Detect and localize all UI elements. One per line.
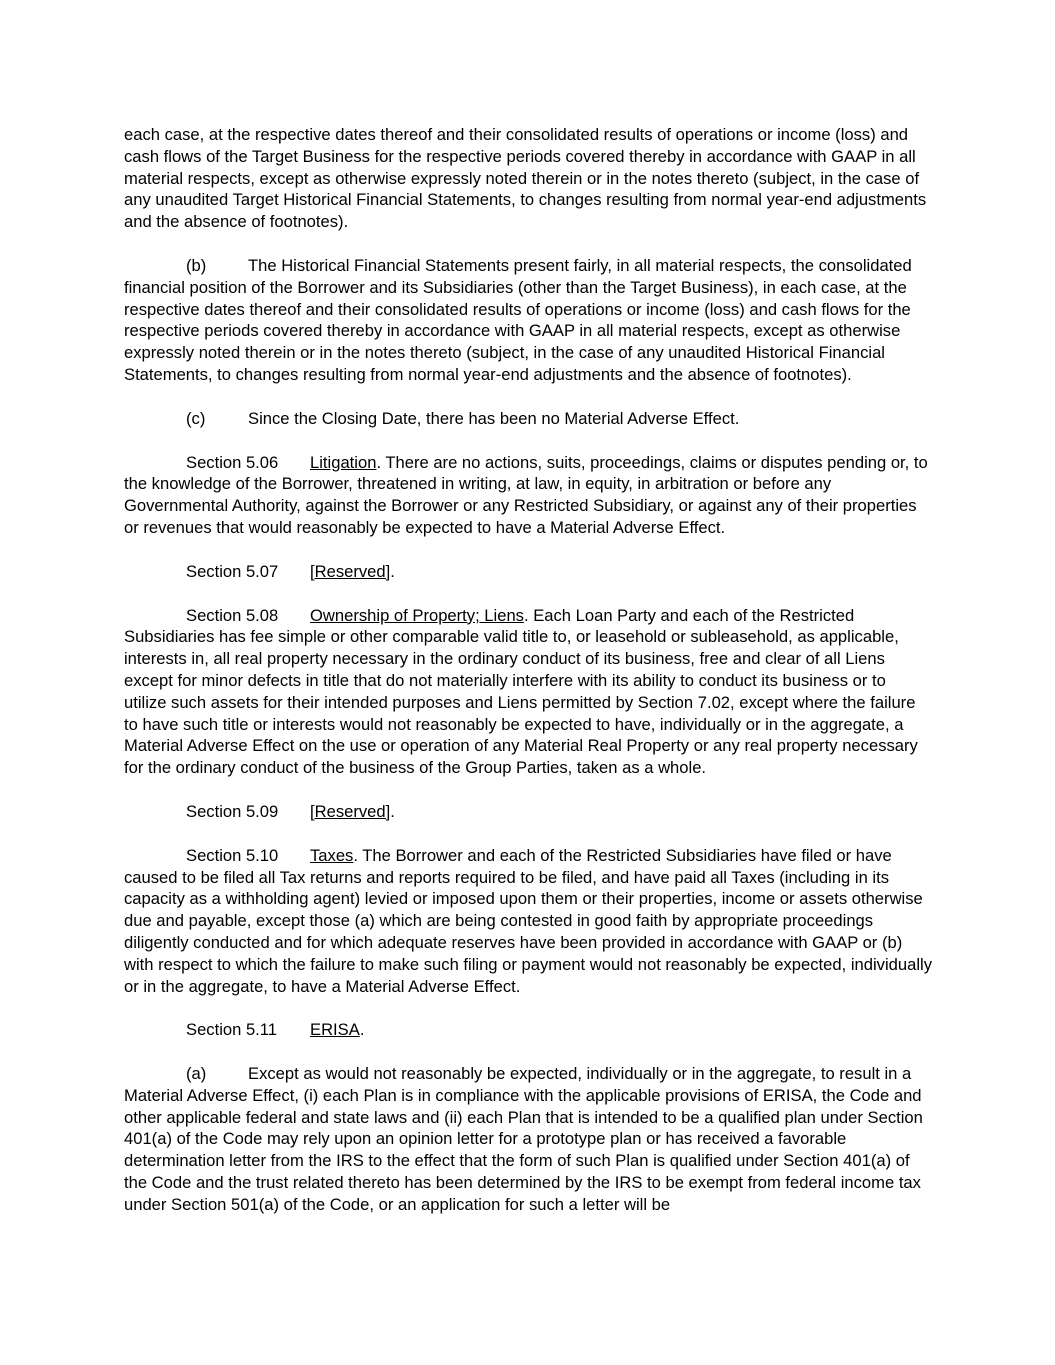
section-5-09 <box>124 801 932 823</box>
section-5-10 <box>124 845 932 998</box>
section-5-11-clause-a-text: Except as would not reasonably be expected, individually or in the aggregate, to result in a Material Adverse Effect, (i) each Plan is in compliance with the applicable provisions of ERISA, the Code and other applicable federal and state laws and (ii) each Plan that is intended to be a qualified plan under Section 401(a) of the Code may rely upon an opinion letter for a prototype plan or has received a favorable determination letter from the IRS to the effect that the form of such Plan is qualified under Section 401(a) of the Code and the trust related thereto has been determined by the IRS to be exempt from federal income tax under Section 501(a) of the Code, or an application for such a letter will be <box>124 1064 923 1214</box>
document-body <box>124 124 932 1238</box>
section-5-10-label: Section 5.10 <box>186 845 279 865</box>
clause-b-label: (b) <box>186 255 207 275</box>
section-5-08-heading: Ownership of Property; Liens <box>310 605 524 625</box>
section-5-06-heading: Litigation <box>310 452 377 472</box>
section-5-07-heading: [Reserved] <box>310 561 391 581</box>
section-5-07-text: . <box>390 561 395 581</box>
section-5-10-text: . The Borrower and each of the Restricted Subsidiaries have filed or have caused to be filed all Tax returns and reports required to be filed, and have paid all Taxes (including in its capacity as a withholding agent) levied or imposed upon them or their properties, income or assets otherwise due and payable, except those (a) which are being contested in good faith by appropriate proceedings diligently conducted and for which adequate reserves have been provided in accordance with GAAP or (b) with respect to which the failure to make such filing or payment would not reasonably be expected, individually or in the aggregate, to have a Material Adverse Effect. <box>124 845 933 996</box>
section-5-11-text: . <box>359 1020 365 1040</box>
section-5-07-label: Section 5.07 <box>186 561 279 581</box>
section-5-11-label: Section 5.11 <box>186 1020 278 1040</box>
section-5-09-text: . <box>390 801 395 821</box>
section-5-06-text: . There are no actions, suits, proceedings, claims or disputes pending or, to the knowledge of the Borrower, threatened in writing, at law, in equity, in arbitration or before any Governmental Authority, against the Borrower or any Restricted Subsidiary, or against any of their properties or revenues that would reasonably be expected to have a Material Adverse Effect. <box>124 452 928 537</box>
section-5-07 <box>124 561 932 583</box>
section-5-06 <box>124 452 932 539</box>
section-5-08-text: . Each Loan Party and each of the Restricted Subsidiaries has fee simple or other comparable valid title to, or leasehold or subleasehold, as applicable, interests in, all real property necessary in the ordinary conduct of its business, free and clear of all Liens except for minor defects in title that do not materially interfere with its ability to conduct its business or to utilize such assets for their intended purposes and Liens permitted by Section 7.02, except where the failure to have such title or interests would not reasonably be expected to have, individually or in the aggregate, a Material Adverse Effect on the use or operation of any Material Real Property or any real property necessary for the ordinary conduct of the business of the Group Parties, taken as a whole. <box>124 605 918 778</box>
clause-b-text: The Historical Financial Statements present fairly, in all material respects, the consolidated financial position of the Borrower and its Subsidiaries (other than the Target Business), in each case, at the respective dates thereof and their consolidated results of operations or income (loss) and cash flows for the respective periods covered thereby in accordance with GAAP in all material respects, except as otherwise expressly noted therein or in the notes thereto (subject, in the case of any unaudited Historical Financial Statements, to changes resulting from normal year-end adjustments and the absence of footnotes). <box>124 255 912 384</box>
paragraph-continuation <box>124 124 932 233</box>
clause-c-text: Since the Closing Date, there has been no Material Adverse Effect. <box>248 408 740 428</box>
section-5-09-heading: [Reserved] <box>310 801 391 821</box>
clause-c-label: (c) <box>186 408 206 428</box>
clause-c <box>124 408 932 430</box>
section-5-10-heading: Taxes <box>310 845 354 865</box>
section-5-08 <box>124 605 932 779</box>
paragraph-continuation-text: each case, at the respective dates thereof and their consolidated results of operations or income (loss) and cash flows of the Target Business for the respective periods covered thereby in accordance with GAAP in all material respects, except as otherwise expressly noted therein or in the notes thereto (subject, in the case of any unaudited Target Historical Financial Statements, to changes resulting from normal year-end adjustments and the absence of footnotes). <box>124 125 927 232</box>
section-5-08-label: Section 5.08 <box>186 605 279 625</box>
section-5-11-clause-a <box>124 1063 932 1216</box>
clause-b <box>124 255 932 386</box>
section-5-09-label: Section 5.09 <box>186 801 279 821</box>
section-5-11 <box>124 1019 932 1041</box>
section-5-11-heading: ERISA <box>310 1020 360 1040</box>
section-5-11-clause-a-label: (a) <box>186 1064 207 1084</box>
section-5-06-label: Section 5.06 <box>186 452 279 472</box>
